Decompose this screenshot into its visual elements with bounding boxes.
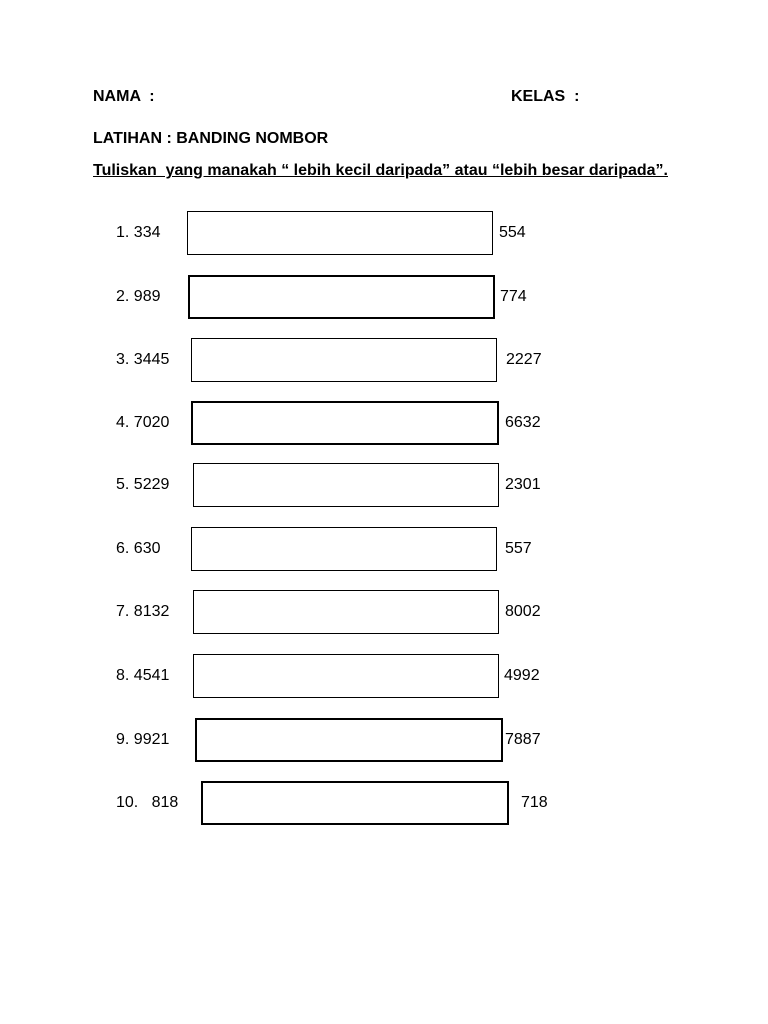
answer-box[interactable]	[188, 275, 495, 319]
question-number: 4. 7020	[116, 414, 170, 431]
question-row	[0, 211, 768, 255]
compare-number: 8002	[505, 603, 541, 620]
answer-box[interactable]	[193, 654, 499, 698]
compare-number: 718	[521, 794, 548, 811]
answer-box[interactable]	[187, 211, 493, 255]
question-row	[0, 781, 768, 825]
answer-box[interactable]	[201, 781, 509, 825]
question-number: 2. 989	[116, 288, 161, 305]
answer-box[interactable]	[193, 463, 499, 507]
question-row	[0, 338, 768, 382]
question-number: 6. 630	[116, 540, 161, 557]
instruction-text: Tuliskan yang manakah “ lebih kecil daripada” atau “lebih besar daripada”.	[93, 162, 668, 179]
compare-number: 6632	[505, 414, 541, 431]
answer-box[interactable]	[193, 590, 499, 634]
compare-number: 2227	[506, 351, 542, 368]
question-number: 8. 4541	[116, 667, 170, 684]
worksheet-title: LATIHAN : BANDING NOMBOR	[93, 130, 329, 147]
question-row	[0, 654, 768, 698]
question-row	[0, 463, 768, 507]
answer-box[interactable]	[195, 718, 503, 762]
answer-box[interactable]	[191, 338, 497, 382]
compare-number: 2301	[505, 476, 541, 493]
question-number: 7. 8132	[116, 603, 170, 620]
answer-box[interactable]	[191, 401, 499, 445]
compare-number: 557	[505, 540, 532, 557]
answer-box[interactable]	[191, 527, 497, 571]
question-row	[0, 275, 768, 319]
compare-number: 774	[500, 288, 527, 305]
compare-number: 554	[499, 224, 526, 241]
kelas-label: KELAS :	[511, 88, 580, 105]
question-row	[0, 401, 768, 445]
nama-label: NAMA :	[93, 88, 155, 105]
question-number: 10. 818	[116, 794, 179, 811]
question-number: 9. 9921	[116, 731, 170, 748]
question-row	[0, 590, 768, 634]
question-row	[0, 718, 768, 762]
compare-number: 7887	[505, 731, 541, 748]
question-row	[0, 527, 768, 571]
question-number: 3. 3445	[116, 351, 170, 368]
question-number: 5. 5229	[116, 476, 170, 493]
compare-number: 4992	[504, 667, 540, 684]
question-number: 1. 334	[116, 224, 161, 241]
